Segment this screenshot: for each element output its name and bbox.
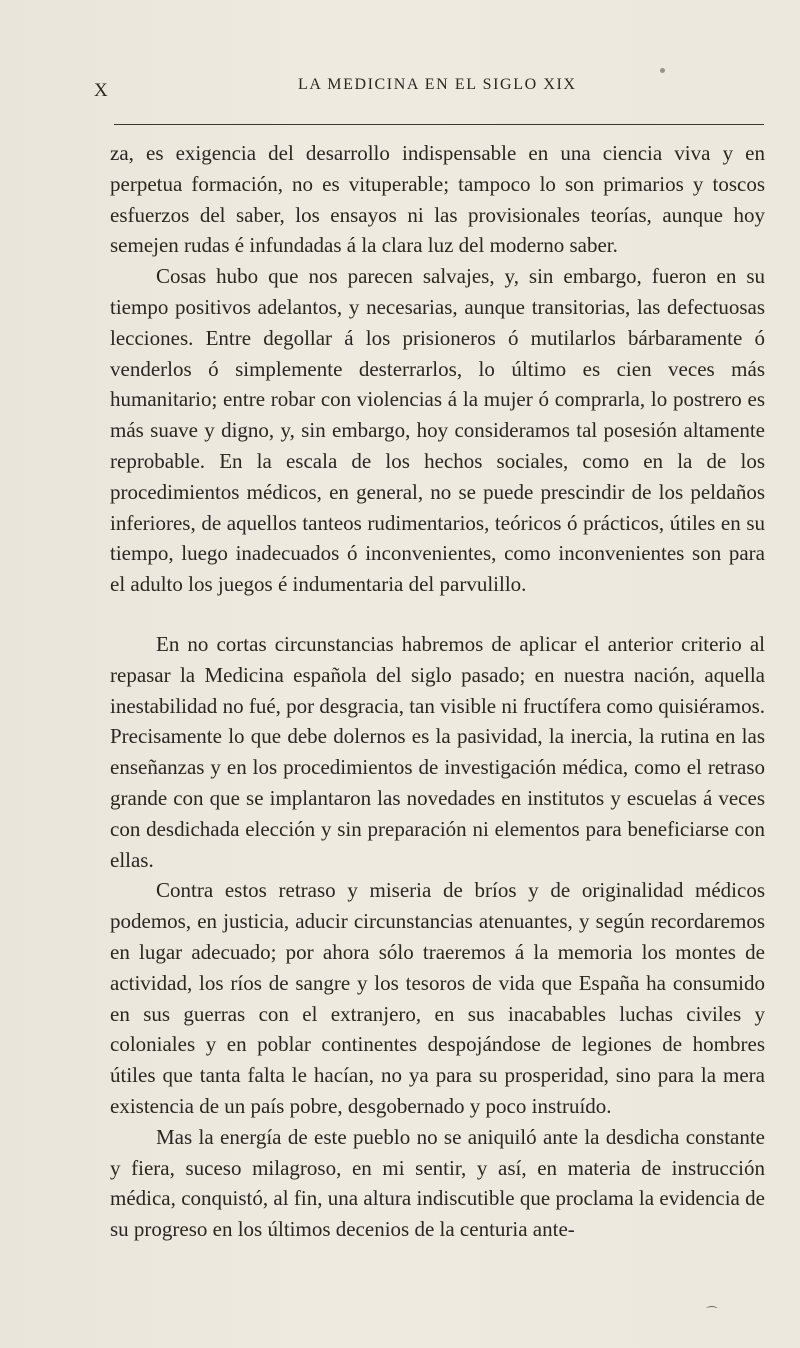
paragraph: Contra estos retraso y miseria de bríos y de originalidad médicos podemos, en justicia, aducir circunstancias atenuantes, y según recordaremos en lugar adecuado; por ahora sólo traeremos á la memoria los montes de actividad, los ríos de sangre y los tesoros de vida que España ha consumido en sus guerras con el extranjero, en sus inacabables luchas civiles y coloniales y en poblar continentes despojándose de legiones de hombres útiles que tanta falta le hacían, no ya para su prosperidad, sino para la mera existencia de un país pobre, desgobernado y poco instruído. <box>110 878 765 1118</box>
paragraph-continuation: za, es exigencia del desarrollo indispensable en una ciencia viva y en perpetua formación, no es vituperable; tampoco lo son primarios y toscos esfuerzos del saber, los ensayos ni las provisionales teorías, aunque hoy semejen rudas é infundadas á la clara luz del moderno saber. <box>110 141 765 258</box>
page-number: X <box>94 80 109 101</box>
paragraph: Cosas hubo que nos parecen salvajes, y, sin embargo, fueron en su tiempo positivos adelantos, y necesarias, aunque transitorias, las defectuosas lecciones. Entre degollar á los prisioneros ó mutilarlos bárbaramente ó venderlos ó simplemente desterrarlos, lo último es cien veces más humanitario; entre robar con violencias á la mujer ó comprarla, lo postrero es más suave y digno, y, sin embargo, hoy consideramos tal posesión altamente reprobable. En la escala de los hechos sociales, como en la de los procedimientos médicos, en general, no se puede prescindir de los peldaños inferiores, de aquellos tanteos rudimentarios, teóricos ó prácticos, útiles en su tiempo, luego inadecuados ó inconvenientes, como inconvenientes son para el adulto los juegos é indumentaria del parvulillo. <box>110 264 765 597</box>
stray-ink-mark: ⁀ <box>707 1306 717 1320</box>
paragraph: En no cortas circunstancias habremos de aplicar el anterior criterio al repasar la Medicina española del siglo pasado; en nuestra nación, aquella inestabilidad no fué, por desgracia, tan visible ni fructífera como quisiéramos. Precisamente lo que debe dolernos es la pasividad, la inercia, la rutina en las enseñanzas y en los procedimientos de investigación médica, como el retraso grande con que se implantaron las novedades en institutos y escuelas á veces con desdichada elección y sin preparación ni elementos para beneficiarse con ellas. <box>110 631 765 872</box>
ink-speck <box>660 68 665 73</box>
paragraph: Mas la energía de este pueblo no se aniquiló ante la desdicha constante y fiera, suceso milagroso, en mi sentir, y así, en materia de instrucción médica, conquistó, al fin, una altura indiscutible que proclama la evidencia de su progreso en los últimos decenios de la centuria ante- <box>110 1124 765 1242</box>
body-text <box>110 138 765 1245</box>
header-rule <box>114 124 764 125</box>
page-header <box>0 76 800 110</box>
running-title: LA MEDICINA EN EL SIGLO XIX <box>298 76 577 93</box>
